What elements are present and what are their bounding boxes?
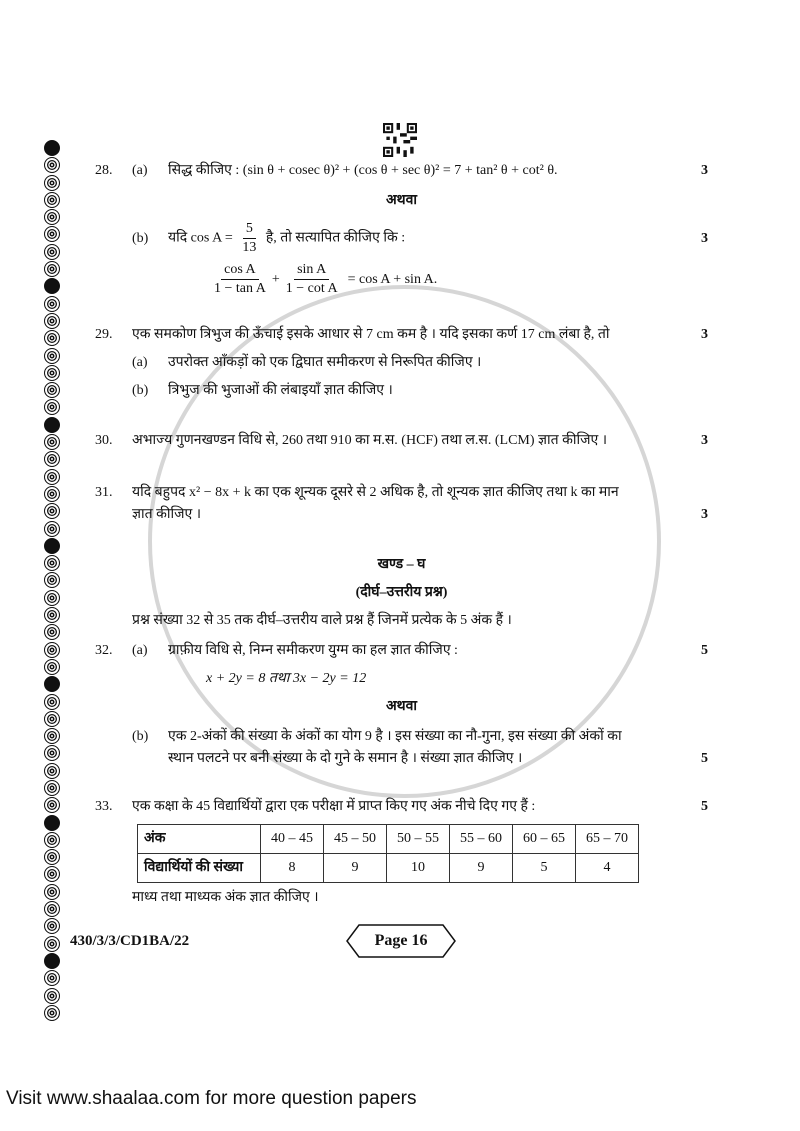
margin-ring-icon (44, 157, 60, 173)
question-text: ग्राफ़ीय विधि से, निम्न समीकरण युग्म का हल ज्ञात कीजिए : (168, 643, 458, 658)
margin-ring-icon (44, 849, 60, 865)
text-line: स्थान पलटने पर बनी संख्या के दो गुने के समान है । संख्या ज्ञात कीजिए । (168, 751, 523, 766)
question-text: एक कक्षा के 45 विद्यार्थियों द्वारा एक परीक्षा में प्राप्त किए गए अंक नीचे दिए गए हैं : (132, 799, 536, 814)
text-line: एक 2-अंकों की संख्या के अंकों का योग 9 है । इस संख्या का नौ-गुना, इस संख्या की अंकों का (168, 729, 622, 744)
margin-rings (44, 140, 62, 1022)
margin-ring-icon (44, 642, 60, 658)
margin-ring-icon (44, 624, 60, 640)
question-number: 32. (95, 643, 113, 658)
margin-ring-icon (44, 555, 60, 571)
question-text: अभाज्य गुणनखण्डन विधि से, 260 तथा 910 का म.स. (HCF) तथा ल.स. (LCM) ज्ञात कीजिए । (132, 433, 608, 448)
or-label: अथवा (385, 699, 418, 714)
question-29a (95, 352, 708, 374)
margin-ring-icon (44, 244, 60, 260)
margin-ring-icon (44, 763, 60, 779)
sub-label: (a) (132, 163, 148, 178)
question-text (168, 220, 684, 257)
fraction (283, 261, 341, 298)
margin-ring-icon (44, 330, 60, 346)
question-29b (95, 380, 708, 402)
margin-ring-icon (44, 866, 60, 882)
marks-table (137, 824, 639, 883)
question-number: 30. (95, 433, 113, 448)
table-cell: 10 (387, 854, 450, 883)
page-footer (70, 923, 708, 959)
bottom-note: Visit www.shaalaa.com for more question papers (6, 1088, 417, 1109)
margin-ring-icon (44, 607, 60, 623)
margin-ring-icon (44, 192, 60, 208)
margin-ring-icon (44, 261, 60, 277)
margin-ring-icon (44, 521, 60, 537)
question-30 (95, 430, 708, 452)
margin-ring-icon (44, 572, 60, 588)
marks: 3 (701, 327, 708, 342)
section-title: खण्ड – घ (377, 557, 426, 572)
sub-label: (b) (132, 230, 149, 246)
marks: 3 (701, 163, 708, 178)
marks: 5 (701, 643, 708, 658)
margin-ring-icon (44, 988, 60, 1004)
question-28b (95, 220, 708, 257)
question-number: 31. (95, 485, 113, 500)
table-cell: 8 (261, 854, 324, 883)
text-line: ज्ञात कीजिए । (132, 507, 202, 522)
question-paper-body (70, 160, 708, 959)
question-text: उपरोक्त आँकड़ों को एक द्विघात समीकरण से निरूपित कीजिए । (168, 355, 482, 370)
qr-code-icon (383, 123, 417, 157)
margin-ring-icon (44, 832, 60, 848)
question-text (132, 482, 684, 526)
margin-ring-icon (44, 140, 60, 156)
margin-ring-icon (44, 417, 60, 433)
sub-label: (b) (132, 383, 149, 398)
margin-ring-icon (44, 590, 60, 606)
margin-ring-icon (44, 659, 60, 675)
or-label: अथवा (385, 193, 418, 208)
margin-ring-icon (44, 711, 60, 727)
question-text: एक समकोण त्रिभुज की ऊँचाई इसके आधार से 7 cm कम है । यदि इसका कर्ण 17 cm लंबा है, तो (132, 327, 610, 342)
margin-ring-icon (44, 434, 60, 450)
table-row (138, 825, 639, 854)
margin-ring-icon (44, 815, 60, 831)
table-wrapper (132, 824, 708, 909)
table-cell: 55 – 60 (450, 825, 513, 854)
margin-ring-icon (44, 797, 60, 813)
sub-label: (a) (132, 643, 148, 658)
row-header: अंक (138, 825, 261, 854)
table-cell: 5 (513, 854, 576, 883)
table-cell: 4 (576, 854, 639, 883)
text-line: यदि बहुपद x² − 8x + k का एक शून्यक दूसरे से 2 अधिक है, तो शून्यक ज्ञात कीजिए तथा k का मान (132, 485, 619, 500)
table-row (138, 854, 639, 883)
question-31 (95, 482, 708, 526)
denominator: 13 (242, 240, 257, 255)
margin-ring-icon (44, 745, 60, 761)
margin-ring-icon (44, 486, 60, 502)
page-indicator (345, 923, 457, 959)
margin-ring-icon (44, 884, 60, 900)
question-33 (95, 796, 708, 818)
table-cell: 9 (450, 854, 513, 883)
denominator: 1 − tan A (214, 281, 266, 296)
table-cell: 9 (324, 854, 387, 883)
marks: 5 (701, 799, 708, 814)
section-instruction: प्रश्न संख्या 32 से 35 तक दीर्घ–उत्तरीय वाले प्रश्न हैं जिनमें प्रत्येक के 5 अंक हैं । (132, 613, 512, 628)
margin-ring-icon (44, 694, 60, 710)
margin-ring-icon (44, 365, 60, 381)
margin-ring-icon (44, 503, 60, 519)
numerator: sin A (294, 261, 329, 280)
marks: 3 (701, 433, 708, 448)
sub-label: (a) (132, 355, 148, 370)
sub-label: (b) (132, 729, 149, 744)
question-number: 29. (95, 327, 113, 342)
question-text: सिद्ध कीजिए : (sin θ + cosec θ)² + (cos θ + sec θ)² = 7 + tan² θ + cot² θ. (168, 163, 558, 178)
margin-ring-icon (44, 970, 60, 986)
margin-ring-icon (44, 313, 60, 329)
marks: 3 (701, 507, 708, 522)
margin-ring-icon (44, 936, 60, 952)
question-text: त्रिभुज की भुजाओं की लंबाइयाँ ज्ञात कीजिए । (168, 383, 393, 398)
margin-ring-icon (44, 399, 60, 415)
question-32b (95, 726, 708, 770)
page-number: Page 16 (374, 932, 428, 949)
marks: 5 (701, 751, 708, 766)
equation (208, 261, 708, 298)
margin-ring-icon (44, 226, 60, 242)
numerator: 5 (243, 220, 256, 239)
table-cell: 40 – 45 (261, 825, 324, 854)
operator: + (271, 271, 280, 287)
fraction (239, 220, 259, 257)
margin-ring-icon (44, 901, 60, 917)
margin-ring-icon (44, 918, 60, 934)
row-header: विद्यार्थियों की संख्या (138, 854, 261, 883)
fraction (211, 261, 269, 298)
margin-ring-icon (44, 209, 60, 225)
margin-ring-icon (44, 451, 60, 467)
margin-ring-icon (44, 382, 60, 398)
margin-ring-icon (44, 538, 60, 554)
text: है, तो सत्यापित कीजिए कि : (265, 230, 406, 246)
denominator: 1 − cot A (285, 281, 338, 296)
question-32a (95, 640, 708, 662)
margin-ring-icon (44, 1005, 60, 1021)
section-subtitle: (दीर्घ–उत्तरीय प्रश्न) (355, 585, 448, 600)
margin-ring-icon (44, 780, 60, 796)
text: = cos A + sin A. (347, 271, 438, 287)
question-29 (95, 324, 708, 346)
text: यदि cos A = (168, 230, 233, 246)
numerator: cos A (221, 261, 259, 280)
table-cell: 45 – 50 (324, 825, 387, 854)
margin-ring-icon (44, 348, 60, 364)
question-text (168, 726, 684, 770)
table-cell: 50 – 55 (387, 825, 450, 854)
question-number: 28. (95, 163, 113, 178)
table-cell: 65 – 70 (576, 825, 639, 854)
marks: 3 (701, 230, 708, 246)
margin-ring-icon (44, 296, 60, 312)
margin-ring-icon (44, 953, 60, 969)
question-number: 33. (95, 799, 113, 814)
margin-ring-icon (44, 175, 60, 191)
margin-ring-icon (44, 469, 60, 485)
margin-ring-icon (44, 728, 60, 744)
table-cell: 60 – 65 (513, 825, 576, 854)
margin-ring-icon (44, 676, 60, 692)
equation: x + 2y = 8 तथा 3x − 2y = 12 (206, 671, 367, 686)
question-text: माध्य तथा माध्यक अंक ज्ञात कीजिए । (132, 890, 319, 905)
margin-ring-icon (44, 278, 60, 294)
paper-code: 430/3/3/CD1BA/22 (70, 933, 190, 949)
question-28a (95, 160, 708, 182)
